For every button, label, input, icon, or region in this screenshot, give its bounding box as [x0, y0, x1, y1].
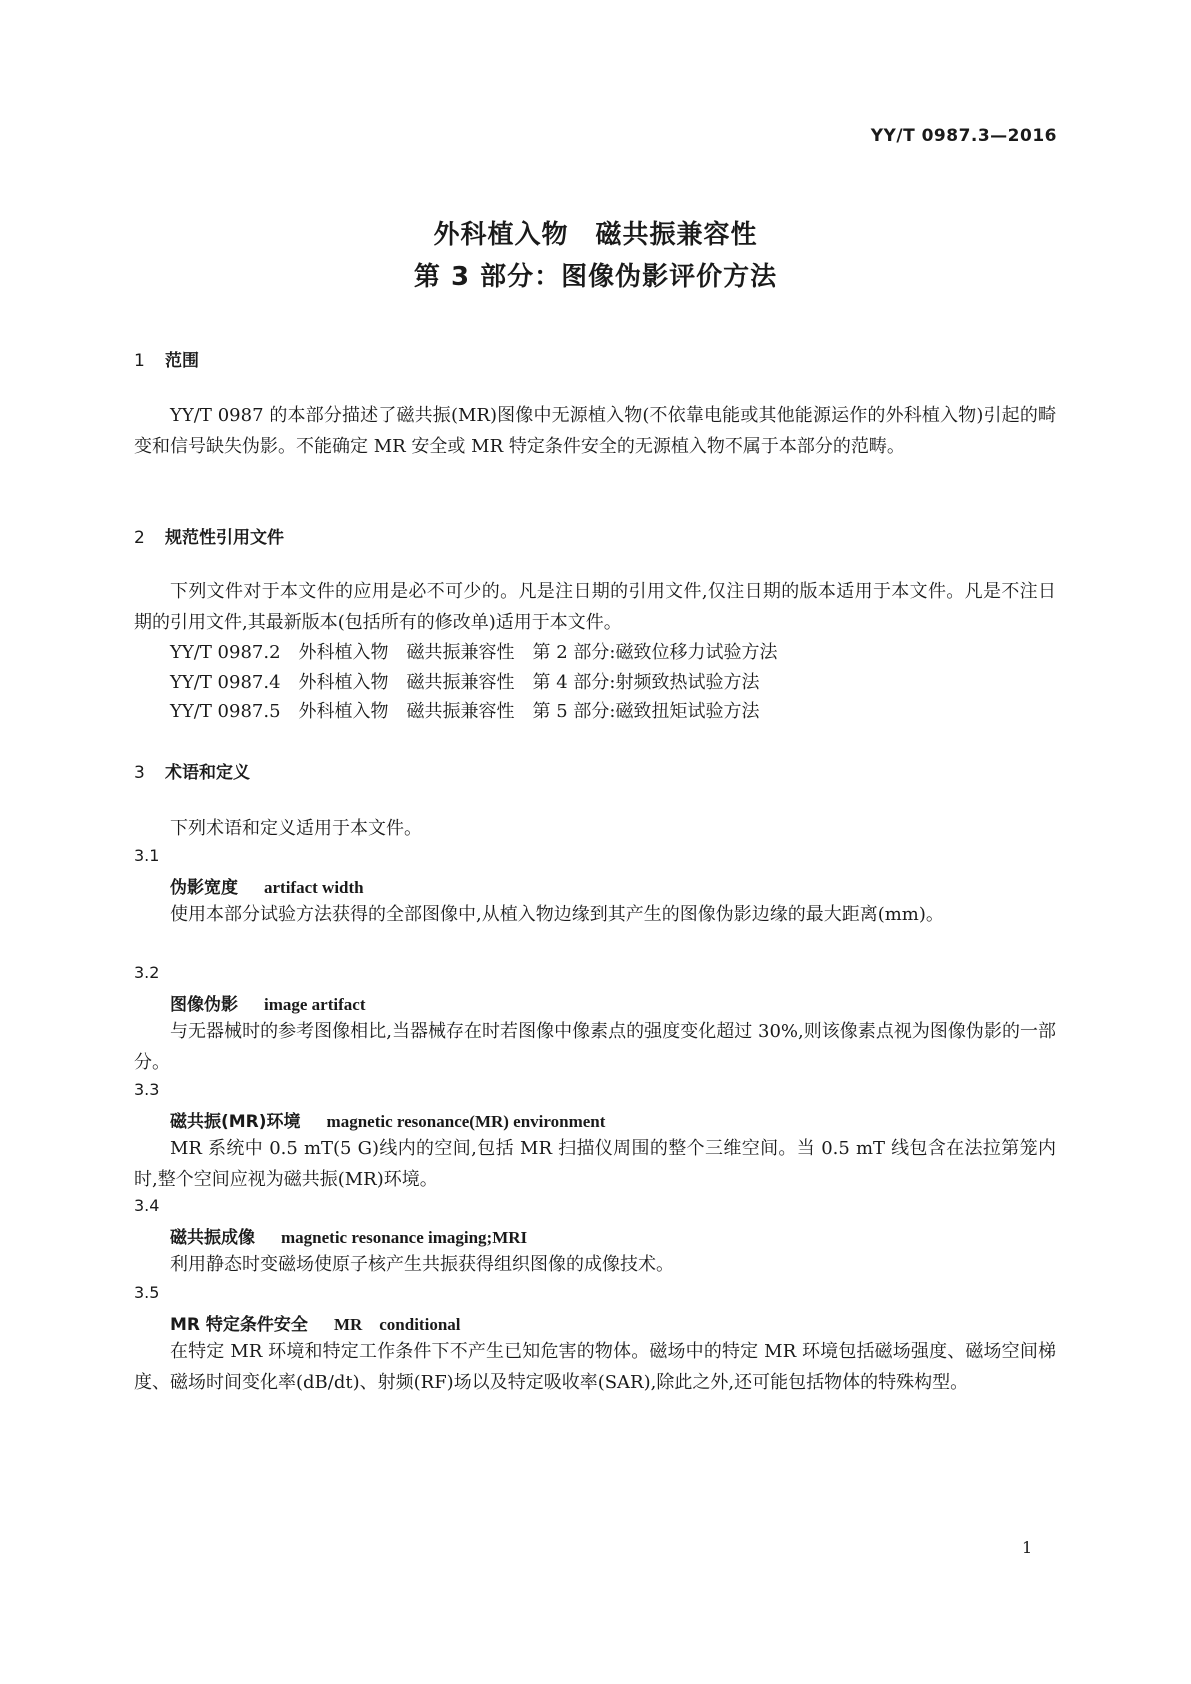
references-intro-paragraph: 下列文件对于本文件的应用是必不可少的。凡是注日期的引用文件,仅注日期的版本适用于本文件。凡是不注日期的引用文件,其最新版本(包括所有的修改单)适用于本文件。 — [134, 581, 1056, 633]
section-heading-normative-references — [134, 523, 284, 548]
section-number: 2 — [134, 528, 145, 548]
term-definition: 利用静态时变磁场使原子核产生共振获得组织图像的成像技术。 — [170, 1254, 674, 1275]
reference-item: YY/T 0987.2 外科植入物 磁共振兼容性 第 2 部分:磁致位移力试验方法 — [170, 642, 778, 663]
term-title — [170, 1107, 605, 1132]
term-chinese: 伪影宽度 — [170, 878, 238, 898]
term-chinese: MR 特定条件安全 — [170, 1315, 308, 1335]
term-title — [170, 873, 364, 898]
document-title-line2: 第 3 部分：图像伪影评价方法 — [413, 262, 778, 292]
term-number: 3.2 — [134, 963, 160, 982]
term-number: 3.5 — [134, 1283, 160, 1302]
term-title — [170, 1310, 461, 1335]
term-number: 3.1 — [134, 846, 160, 865]
term-english: magnetic resonance(MR) environment — [326, 1112, 606, 1131]
page-number: 1 — [1022, 1538, 1033, 1557]
section-number: 3 — [134, 763, 145, 783]
section-title: 范围 — [165, 351, 199, 371]
term-definition: 与无器械时的参考图像相比,当器械存在时若图像中像素点的强度变化超过 30%,则该像素点视为图像伪影的一部分。 — [134, 1021, 1056, 1073]
term-definition: MR 系统中 0.5 mT(5 G)线内的空间,包括 MR 扫描仪周围的整个三维空间。当 0.5 mT 线包含在法拉第笼内时,整个空间应视为磁共振(MR)环境。 — [134, 1138, 1056, 1190]
section-number: 1 — [134, 351, 145, 371]
reference-item: YY/T 0987.4 外科植入物 磁共振兼容性 第 4 部分:射频致热试验方法 — [170, 672, 760, 693]
section-heading-scope — [134, 346, 199, 371]
term-english: magnetic resonance imaging;MRI — [281, 1228, 528, 1247]
section-title: 术语和定义 — [165, 763, 250, 783]
scope-paragraph: YY/T 0987 的本部分描述了磁共振(MR)图像中无源植入物(不依靠电能或其他能源运作的外科植入物)引起的畸变和信号缺失伪影。不能确定 MR 安全或 MR 特定条件安全的无源植入物不属于本部分的范畴。 — [134, 405, 1056, 457]
term-english: MR conditional — [333, 1315, 461, 1334]
term-chinese: 磁共振(MR)环境 — [170, 1112, 301, 1132]
term-definition: 使用本部分试验方法获得的全部图像中,从植入物边缘到其产生的图像伪影边缘的最大距离(mm)。 — [170, 904, 944, 925]
term-number: 3.3 — [134, 1080, 160, 1099]
reference-item: YY/T 0987.5 外科植入物 磁共振兼容性 第 5 部分:磁致扭矩试验方法 — [170, 701, 760, 722]
term-chinese: 磁共振成像 — [170, 1228, 255, 1248]
term-title — [170, 990, 365, 1015]
term-title — [170, 1223, 527, 1248]
term-definition: 在特定 MR 环境和特定工作条件下不产生已知危害的物体。磁场中的特定 MR 环境包括磁场强度、磁场空间梯度、磁场时间变化率(dB/dt)、射频(RF)场以及特定吸收率(SAR),除此之外,还可能包括物体的特殊构型。 — [134, 1341, 1056, 1393]
term-chinese: 图像伪影 — [170, 995, 238, 1015]
term-number: 3.4 — [134, 1196, 160, 1215]
section-heading-terms — [134, 758, 250, 783]
term-english: artifact width — [264, 878, 364, 897]
term-english: image artifact — [264, 995, 366, 1014]
terms-intro: 下列术语和定义适用于本文件。 — [170, 818, 422, 839]
section-title: 规范性引用文件 — [165, 528, 284, 548]
standard-code: YY/T 0987.3—2016 — [870, 126, 1057, 146]
document-title-line1: 外科植入物 磁共振兼容性 — [433, 220, 758, 250]
